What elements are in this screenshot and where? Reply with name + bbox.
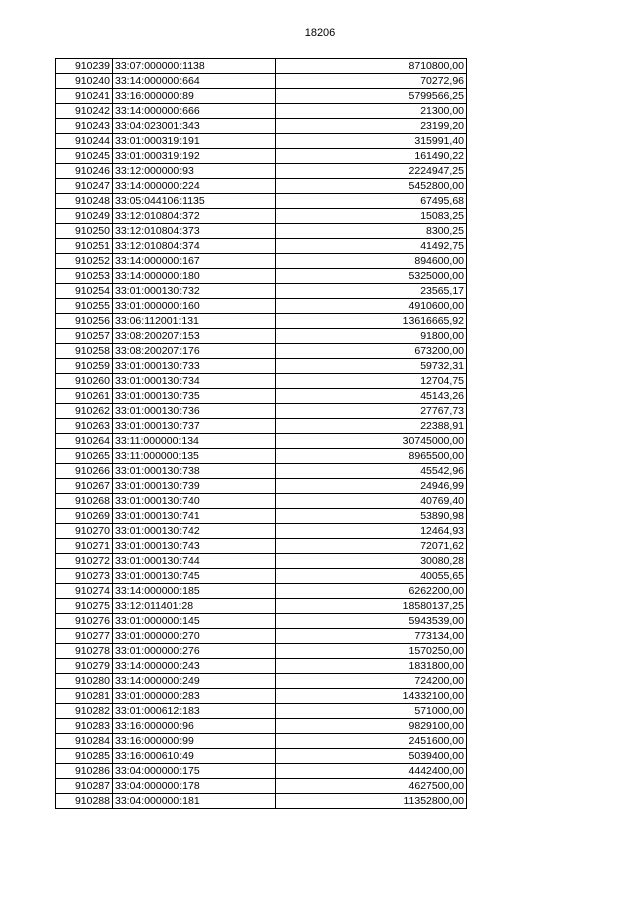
table-row bbox=[56, 254, 467, 269]
cadastral-value-cell: 8300,25 bbox=[276, 224, 467, 239]
cadastral-value-cell: 773134,00 bbox=[276, 629, 467, 644]
table-row bbox=[56, 59, 467, 74]
cadastral-value-cell: 9829100,00 bbox=[276, 719, 467, 734]
table-row bbox=[56, 569, 467, 584]
row-id-cell: 910267 bbox=[56, 479, 113, 494]
cadastral-number-cell: 33:01:000130:737 bbox=[113, 419, 276, 434]
cadastral-value-cell: 4910600,00 bbox=[276, 299, 467, 314]
cadastral-value-cell: 1570250,00 bbox=[276, 644, 467, 659]
row-id-cell: 910244 bbox=[56, 134, 113, 149]
table-row bbox=[56, 794, 467, 809]
row-id-cell: 910252 bbox=[56, 254, 113, 269]
row-id-cell: 910280 bbox=[56, 674, 113, 689]
table-row bbox=[56, 479, 467, 494]
cadastral-value-cell: 27767,73 bbox=[276, 404, 467, 419]
row-id-cell: 910266 bbox=[56, 464, 113, 479]
row-id-cell: 910285 bbox=[56, 749, 113, 764]
cadastral-value-cell: 45542,96 bbox=[276, 464, 467, 479]
row-id-cell: 910284 bbox=[56, 734, 113, 749]
row-id-cell: 910241 bbox=[56, 89, 113, 104]
table-row bbox=[56, 734, 467, 749]
row-id-cell: 910245 bbox=[56, 149, 113, 164]
row-id-cell: 910247 bbox=[56, 179, 113, 194]
row-id-cell: 910276 bbox=[56, 614, 113, 629]
table-row bbox=[56, 299, 467, 314]
row-id-cell: 910288 bbox=[56, 794, 113, 809]
table-row bbox=[56, 644, 467, 659]
cadastral-number-cell: 33:01:000130:743 bbox=[113, 539, 276, 554]
table-row bbox=[56, 539, 467, 554]
cadastral-number-cell: 33:16:000000:89 bbox=[113, 89, 276, 104]
cadastral-value-cell: 12464,93 bbox=[276, 524, 467, 539]
cadastral-number-cell: 33:04:000000:175 bbox=[113, 764, 276, 779]
table-row bbox=[56, 89, 467, 104]
cadastral-value-cell: 15083,25 bbox=[276, 209, 467, 224]
row-id-cell: 910270 bbox=[56, 524, 113, 539]
cadastral-number-cell: 33:08:200207:153 bbox=[113, 329, 276, 344]
row-id-cell: 910258 bbox=[56, 344, 113, 359]
cadastral-number-cell: 33:01:000130:736 bbox=[113, 404, 276, 419]
table-row bbox=[56, 374, 467, 389]
cadastral-value-cell: 6262200,00 bbox=[276, 584, 467, 599]
row-id-cell: 910260 bbox=[56, 374, 113, 389]
row-id-cell: 910261 bbox=[56, 389, 113, 404]
cadastral-number-cell: 33:01:000000:276 bbox=[113, 644, 276, 659]
cadastral-value-cell: 21300,00 bbox=[276, 104, 467, 119]
row-id-cell: 910251 bbox=[56, 239, 113, 254]
cadastral-number-cell: 33:01:000130:740 bbox=[113, 494, 276, 509]
cadastral-number-cell: 33:01:000130:744 bbox=[113, 554, 276, 569]
cadastral-number-cell: 33:01:000130:733 bbox=[113, 359, 276, 374]
table-row bbox=[56, 134, 467, 149]
cadastral-value-cell: 70272,96 bbox=[276, 74, 467, 89]
table-row bbox=[56, 149, 467, 164]
cadastral-value-cell: 41492,75 bbox=[276, 239, 467, 254]
table-body bbox=[56, 59, 467, 809]
cadastral-number-cell: 33:14:000000:224 bbox=[113, 179, 276, 194]
cadastral-value-cell: 8965500,00 bbox=[276, 449, 467, 464]
cadastral-value-cell: 30080,28 bbox=[276, 554, 467, 569]
table-row bbox=[56, 209, 467, 224]
cadastral-number-cell: 33:04:023001:343 bbox=[113, 119, 276, 134]
row-id-cell: 910240 bbox=[56, 74, 113, 89]
row-id-cell: 910287 bbox=[56, 779, 113, 794]
row-id-cell: 910279 bbox=[56, 659, 113, 674]
cadastral-number-cell: 33:01:000130:738 bbox=[113, 464, 276, 479]
table-row bbox=[56, 704, 467, 719]
cadastral-value-cell: 40769,40 bbox=[276, 494, 467, 509]
cadastral-number-cell: 33:12:010804:373 bbox=[113, 224, 276, 239]
row-id-cell: 910268 bbox=[56, 494, 113, 509]
cadastral-number-cell: 33:05:044106:1135 bbox=[113, 194, 276, 209]
row-id-cell: 910274 bbox=[56, 584, 113, 599]
cadastral-number-cell: 33:06:112001:131 bbox=[113, 314, 276, 329]
cadastral-value-cell: 11352800,00 bbox=[276, 794, 467, 809]
table-row bbox=[56, 404, 467, 419]
row-id-cell: 910282 bbox=[56, 704, 113, 719]
cadastral-value-cell: 5799566,25 bbox=[276, 89, 467, 104]
cadastral-number-cell: 33:11:000000:135 bbox=[113, 449, 276, 464]
cadastral-value-cell: 5039400,00 bbox=[276, 749, 467, 764]
table-row bbox=[56, 389, 467, 404]
table-row bbox=[56, 464, 467, 479]
cadastral-value-table bbox=[55, 58, 467, 809]
page-number: 18206 bbox=[304, 27, 336, 39]
cadastral-value-cell: 673200,00 bbox=[276, 344, 467, 359]
table-row bbox=[56, 494, 467, 509]
cadastral-number-cell: 33:08:200207:176 bbox=[113, 344, 276, 359]
cadastral-value-cell: 59732,31 bbox=[276, 359, 467, 374]
cadastral-number-cell: 33:07:000000:1138 bbox=[113, 59, 276, 74]
cadastral-value-cell: 5943539,00 bbox=[276, 614, 467, 629]
row-id-cell: 910275 bbox=[56, 599, 113, 614]
cadastral-number-cell: 33:14:000000:185 bbox=[113, 584, 276, 599]
table-row bbox=[56, 554, 467, 569]
row-id-cell: 910273 bbox=[56, 569, 113, 584]
cadastral-value-cell: 67495,68 bbox=[276, 194, 467, 209]
row-id-cell: 910255 bbox=[56, 299, 113, 314]
cadastral-value-cell: 12704,75 bbox=[276, 374, 467, 389]
cadastral-value-cell: 4627500,00 bbox=[276, 779, 467, 794]
table-row bbox=[56, 419, 467, 434]
cadastral-value-cell: 5325000,00 bbox=[276, 269, 467, 284]
cadastral-value-cell: 894600,00 bbox=[276, 254, 467, 269]
row-id-cell: 910248 bbox=[56, 194, 113, 209]
table-row bbox=[56, 779, 467, 794]
cadastral-value-cell: 8710800,00 bbox=[276, 59, 467, 74]
table-row bbox=[56, 659, 467, 674]
table-row bbox=[56, 614, 467, 629]
table-row bbox=[56, 584, 467, 599]
cadastral-value-cell: 30745000,00 bbox=[276, 434, 467, 449]
cadastral-number-cell: 33:01:000130:741 bbox=[113, 509, 276, 524]
cadastral-value-cell: 724200,00 bbox=[276, 674, 467, 689]
row-id-cell: 910250 bbox=[56, 224, 113, 239]
cadastral-value-cell: 40055,65 bbox=[276, 569, 467, 584]
row-id-cell: 910262 bbox=[56, 404, 113, 419]
table-row bbox=[56, 524, 467, 539]
cadastral-value-cell: 2451600,00 bbox=[276, 734, 467, 749]
cadastral-value-cell: 23199,20 bbox=[276, 119, 467, 134]
cadastral-number-cell: 33:01:000130:732 bbox=[113, 284, 276, 299]
cadastral-number-cell: 33:01:000130:735 bbox=[113, 389, 276, 404]
cadastral-number-cell: 33:14:000000:243 bbox=[113, 659, 276, 674]
cadastral-number-cell: 33:01:000130:742 bbox=[113, 524, 276, 539]
row-id-cell: 910272 bbox=[56, 554, 113, 569]
cadastral-number-cell: 33:14:000000:664 bbox=[113, 74, 276, 89]
row-id-cell: 910246 bbox=[56, 164, 113, 179]
table-row bbox=[56, 329, 467, 344]
table-row bbox=[56, 689, 467, 704]
table-row bbox=[56, 74, 467, 89]
cadastral-number-cell: 33:14:000000:180 bbox=[113, 269, 276, 284]
cadastral-number-cell: 33:16:000000:96 bbox=[113, 719, 276, 734]
cadastral-number-cell: 33:14:000000:666 bbox=[113, 104, 276, 119]
row-id-cell: 910286 bbox=[56, 764, 113, 779]
table-row bbox=[56, 719, 467, 734]
table-row bbox=[56, 629, 467, 644]
cadastral-value-cell: 24946,99 bbox=[276, 479, 467, 494]
cadastral-value-cell: 14332100,00 bbox=[276, 689, 467, 704]
table-row bbox=[56, 674, 467, 689]
table-row bbox=[56, 314, 467, 329]
cadastral-value-cell: 72071,62 bbox=[276, 539, 467, 554]
row-id-cell: 910249 bbox=[56, 209, 113, 224]
table-row bbox=[56, 224, 467, 239]
cadastral-number-cell: 33:01:000319:192 bbox=[113, 149, 276, 164]
cadastral-number-cell: 33:01:000130:734 bbox=[113, 374, 276, 389]
cadastral-value-cell: 571000,00 bbox=[276, 704, 467, 719]
row-id-cell: 910281 bbox=[56, 689, 113, 704]
cadastral-number-cell: 33:01:000130:739 bbox=[113, 479, 276, 494]
cadastral-number-cell: 33:04:000000:178 bbox=[113, 779, 276, 794]
cadastral-number-cell: 33:01:000612:183 bbox=[113, 704, 276, 719]
cadastral-number-cell: 33:01:000319:191 bbox=[113, 134, 276, 149]
table-row bbox=[56, 344, 467, 359]
table-row bbox=[56, 104, 467, 119]
row-id-cell: 910243 bbox=[56, 119, 113, 134]
row-id-cell: 910278 bbox=[56, 644, 113, 659]
row-id-cell: 910254 bbox=[56, 284, 113, 299]
row-id-cell: 910242 bbox=[56, 104, 113, 119]
cadastral-number-cell: 33:11:000000:134 bbox=[113, 434, 276, 449]
cadastral-value-cell: 91800,00 bbox=[276, 329, 467, 344]
row-id-cell: 910283 bbox=[56, 719, 113, 734]
table-row bbox=[56, 509, 467, 524]
cadastral-value-cell: 13616665,92 bbox=[276, 314, 467, 329]
table-row bbox=[56, 449, 467, 464]
table-row bbox=[56, 179, 467, 194]
cadastral-number-cell: 33:04:000000:181 bbox=[113, 794, 276, 809]
cadastral-number-cell: 33:12:011401:28 bbox=[113, 599, 276, 614]
cadastral-number-cell: 33:01:000000:145 bbox=[113, 614, 276, 629]
table-row bbox=[56, 269, 467, 284]
cadastral-number-cell: 33:12:010804:372 bbox=[113, 209, 276, 224]
row-id-cell: 910239 bbox=[56, 59, 113, 74]
row-id-cell: 910265 bbox=[56, 449, 113, 464]
cadastral-value-cell: 53890,98 bbox=[276, 509, 467, 524]
cadastral-value-cell: 2224947,25 bbox=[276, 164, 467, 179]
cadastral-number-cell: 33:16:000610:49 bbox=[113, 749, 276, 764]
cadastral-number-cell: 33:01:000000:270 bbox=[113, 629, 276, 644]
cadastral-value-cell: 1831800,00 bbox=[276, 659, 467, 674]
cadastral-number-cell: 33:12:010804:374 bbox=[113, 239, 276, 254]
cadastral-number-cell: 33:01:000000:160 bbox=[113, 299, 276, 314]
row-id-cell: 910253 bbox=[56, 269, 113, 284]
row-id-cell: 910271 bbox=[56, 539, 113, 554]
cadastral-value-cell: 315991,40 bbox=[276, 134, 467, 149]
cadastral-value-cell: 45143,26 bbox=[276, 389, 467, 404]
table-row bbox=[56, 599, 467, 614]
cadastral-number-cell: 33:01:000130:745 bbox=[113, 569, 276, 584]
cadastral-value-cell: 22388,91 bbox=[276, 419, 467, 434]
row-id-cell: 910277 bbox=[56, 629, 113, 644]
table-row bbox=[56, 194, 467, 209]
table-row bbox=[56, 284, 467, 299]
row-id-cell: 910259 bbox=[56, 359, 113, 374]
cadastral-value-cell: 23565,17 bbox=[276, 284, 467, 299]
row-id-cell: 910256 bbox=[56, 314, 113, 329]
cadastral-number-cell: 33:01:000000:283 bbox=[113, 689, 276, 704]
row-id-cell: 910257 bbox=[56, 329, 113, 344]
table-row bbox=[56, 359, 467, 374]
table-row bbox=[56, 164, 467, 179]
cadastral-number-cell: 33:14:000000:249 bbox=[113, 674, 276, 689]
row-id-cell: 910269 bbox=[56, 509, 113, 524]
table-row bbox=[56, 749, 467, 764]
cadastral-value-cell: 5452800,00 bbox=[276, 179, 467, 194]
cadastral-number-cell: 33:12:000000:93 bbox=[113, 164, 276, 179]
table-row bbox=[56, 119, 467, 134]
row-id-cell: 910264 bbox=[56, 434, 113, 449]
cadastral-value-cell: 161490,22 bbox=[276, 149, 467, 164]
cadastral-number-cell: 33:14:000000:167 bbox=[113, 254, 276, 269]
table-row bbox=[56, 434, 467, 449]
cadastral-value-cell: 18580137,25 bbox=[276, 599, 467, 614]
table-row bbox=[56, 239, 467, 254]
cadastral-value-cell: 4442400,00 bbox=[276, 764, 467, 779]
row-id-cell: 910263 bbox=[56, 419, 113, 434]
table-row bbox=[56, 764, 467, 779]
cadastral-number-cell: 33:16:000000:99 bbox=[113, 734, 276, 749]
